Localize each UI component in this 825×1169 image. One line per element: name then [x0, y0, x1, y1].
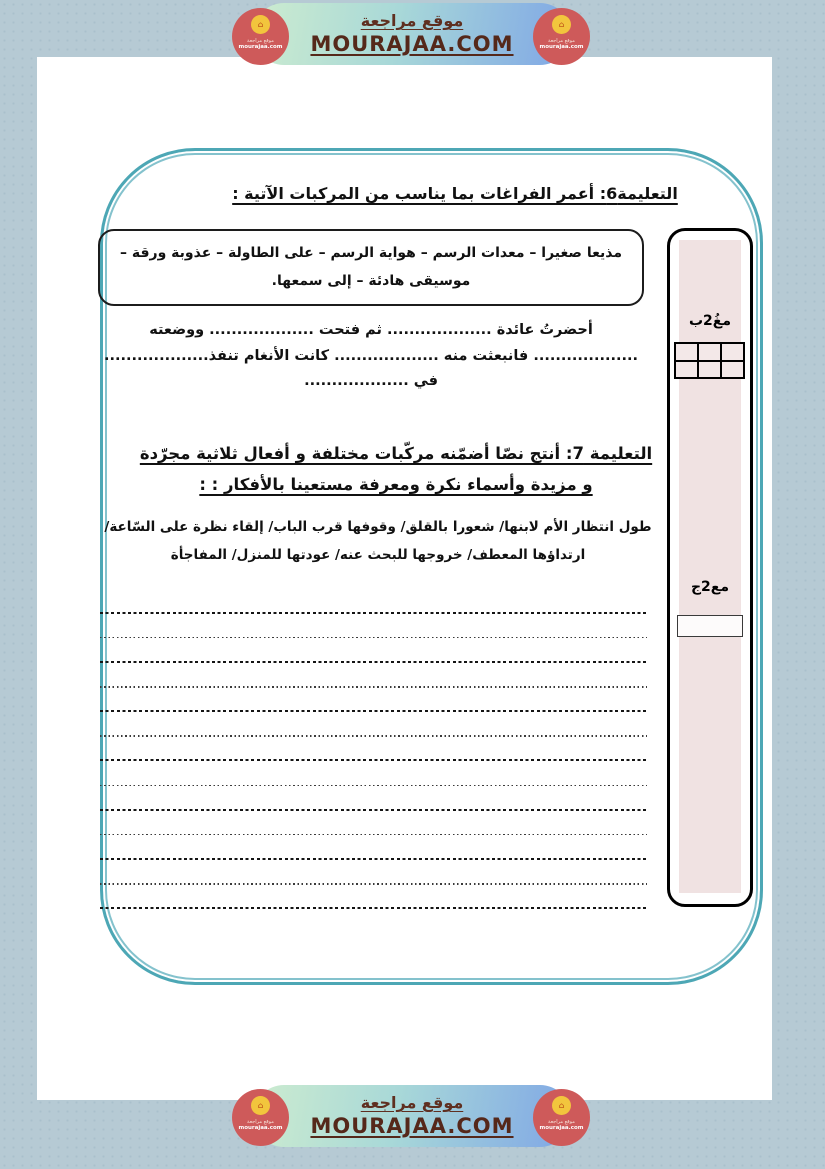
- fill-in-blanks-paragraph: [98, 318, 644, 395]
- logo-label-domain: mourajaa.com: [539, 1125, 584, 1131]
- exercise6-title: التعليمة6: أعمر الفراغات بما يناسب من المركبات الآتية :: [232, 184, 678, 203]
- exercise7-title-line: التعليمة 7: أنتج نصّا أضمّنه مركّبات مختلفة و أفعال ثلاثية مجرّدة: [139, 444, 653, 463]
- site-domain: MOURAJAA.COM: [310, 31, 514, 56]
- sidebar-label-bottom: مع2ج: [690, 579, 730, 595]
- sidebar-label-top: مغُ2ب: [688, 313, 732, 329]
- answer-line: [100, 737, 647, 762]
- answer-line: [100, 860, 647, 885]
- word-bank-line: مذيعا صغيرا – معدات الرسم – هواية الرسم – على الطاولة – عذوبة ورقة –: [120, 245, 622, 262]
- answer-line: [100, 614, 647, 639]
- sidebar-grading-grid: [674, 342, 745, 379]
- fill-line: ................... فانبعثت منه ................... كانت الأنغام تنفذ...................: [103, 347, 639, 364]
- site-banner-top: [253, 3, 571, 65]
- site-name-arabic: موقع مراجعة: [360, 1093, 464, 1112]
- site-logo-icon: [533, 8, 590, 65]
- grid-cell: [698, 343, 721, 361]
- exercise7-title-line: و مزيدة وأسماء نكرة ومعرفة مستعينا بالأفكار : :: [199, 475, 593, 494]
- logo-label-arabic: موقع مراجعة: [548, 38, 575, 44]
- grading-sidebar: [667, 228, 753, 907]
- grid-cell: [698, 361, 721, 379]
- ideas-line: ارتداؤها المعطف/ خروجها للبحث عنه/ عودتها للمنزل/ المفاجأة: [170, 547, 586, 563]
- exercise7-ideas: [100, 513, 656, 569]
- sidebar-single-cell: [677, 615, 743, 637]
- logo-badge-icon: ⌂: [552, 1096, 571, 1115]
- answer-line: [100, 663, 647, 688]
- grid-cell: [721, 361, 744, 379]
- fill-line: أحضرتُ عائدة ................... ثم فتحت ................... ووضعته: [149, 322, 593, 338]
- logo-badge-icon: ⌂: [251, 15, 270, 34]
- grid-cell: [721, 343, 744, 361]
- grid-cell: [675, 343, 698, 361]
- logo-badge-icon: ⌂: [251, 1096, 270, 1115]
- logo-label-domain: mourajaa.com: [238, 1125, 283, 1131]
- logo-label-arabic: موقع مراجعة: [247, 38, 274, 44]
- logo-label-arabic: موقع مراجعة: [548, 1119, 575, 1125]
- site-logo-icon: [232, 1089, 289, 1146]
- word-bank-line: موسيقى هادئة – إلى سمعها.: [271, 272, 471, 289]
- sidebar-pink-strip: [679, 240, 741, 893]
- ideas-line: طول انتظار الأم لابنها/ شعورا بالقلق/ وقوفها قرب الباب/ إلقاء نظرة على السّاعة/: [104, 519, 652, 535]
- answer-line: [100, 638, 647, 663]
- fill-line: في ...................: [304, 373, 438, 389]
- grid-cell: [675, 361, 698, 379]
- answer-line: [100, 885, 647, 910]
- exercise7-title: [116, 438, 676, 500]
- answer-line: [100, 835, 647, 860]
- answer-line: [100, 688, 647, 713]
- answer-line: [100, 811, 647, 836]
- logo-label-domain: mourajaa.com: [238, 44, 283, 50]
- site-domain: MOURAJAA.COM: [310, 1113, 514, 1138]
- site-name-arabic: موقع مراجعة: [360, 11, 464, 30]
- logo-label-domain: mourajaa.com: [539, 44, 584, 50]
- site-logo-icon: [232, 8, 289, 65]
- logo-badge-icon: ⌂: [552, 15, 571, 34]
- site-banner-bottom: [253, 1085, 571, 1147]
- answer-line: [100, 712, 647, 737]
- site-logo-icon: [533, 1089, 590, 1146]
- logo-label-arabic: موقع مراجعة: [247, 1119, 274, 1125]
- answer-line: [100, 589, 647, 614]
- word-bank-box: [98, 229, 644, 306]
- answer-lines: [100, 589, 647, 909]
- answer-line: [100, 761, 647, 786]
- answer-line: [100, 786, 647, 811]
